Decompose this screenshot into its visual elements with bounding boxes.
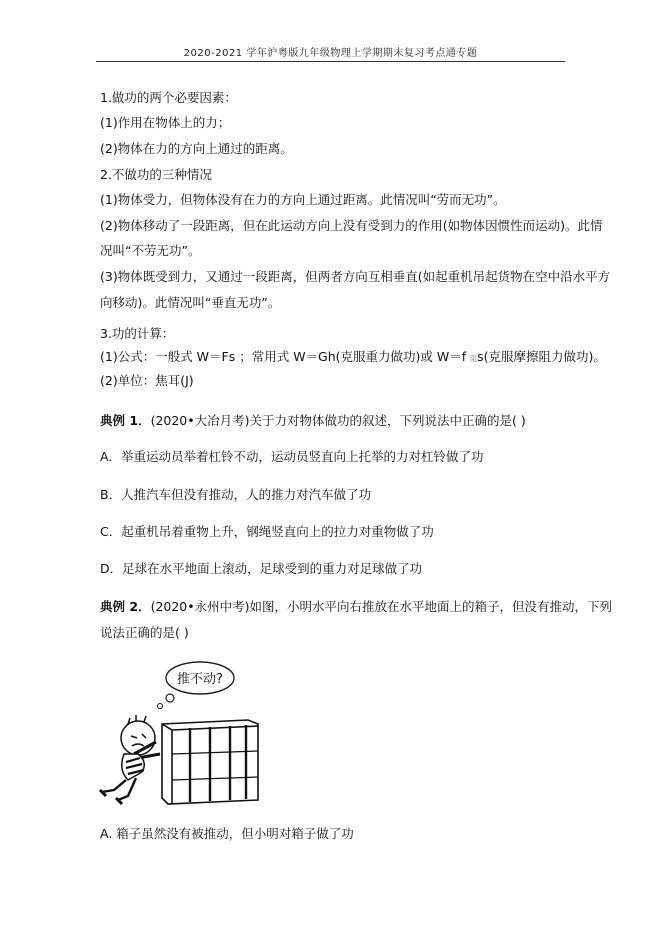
page-header: 2020-2021 学年沪粤版九年级物理上学期期末复习考点通专题 <box>183 48 478 59</box>
section2-line: 况叫“不劳无功”。 <box>100 243 201 258</box>
example-label: 典例 2． <box>100 599 151 614</box>
crate <box>162 720 258 804</box>
boy-pushing-box-illustration <box>98 658 270 810</box>
thought-text: 推不动? <box>177 672 223 687</box>
option-d: D．足球在水平地面上滚动，足球受到的重力对足球做了功 <box>100 561 423 576</box>
example2-question-line2: 说法正确的是( ) <box>100 625 189 640</box>
formula-text: (1)公式：一般式 W＝Fs ；常用式 W＝Gh(克服重力做功)或 W＝f <box>100 349 471 364</box>
section1-item: (2)物体在力的方向上通过的距离。 <box>100 141 293 156</box>
formula-text-end: s(克服摩擦阻力做功)。 <box>477 349 606 364</box>
section1-item: (1)作用在物体上的力； <box>100 115 231 130</box>
example2-option-a: A. 箱子虽然没有被推动，但小明对箱子做了功 <box>100 826 354 841</box>
example2-question-line1 <box>100 597 612 615</box>
section2-line: 向移动)。此情况叫“垂直无功”。 <box>100 295 281 310</box>
section1-heading: 1.做功的两个必要因素： <box>100 90 237 105</box>
formula-subscript: 阻 <box>470 355 478 363</box>
question-text: (2020•永州中考)如图，小明水平向右推放在水平地面上的箱子，但没有推动，下列 <box>150 599 613 614</box>
option-b: B．人推汽车但没有推动，人的推力对汽车做了功 <box>100 487 372 502</box>
section2-line: (3)物体既受到力，又通过一段距离，但两者方向互相垂直(如起重机吊起货物在空中沿水平方 <box>100 269 611 284</box>
thought-dot <box>158 704 163 709</box>
question-text: (2020•大冶月考)关于力对物体做功的叙述，下列说法中正确的是( ) <box>150 413 526 428</box>
section2-heading: 2.不做功的三种情况 <box>100 167 212 182</box>
section2-line: (2)物体移动了一段距离，但在此运动方向上没有受到力的作用(如物体因惯性而运动)。此情 <box>100 218 603 233</box>
section3-heading: 3.功的计算： <box>100 326 175 341</box>
thought-dot <box>166 694 174 702</box>
header-rule <box>96 61 565 62</box>
boy-figure <box>100 715 160 804</box>
unit-line: (2)单位：焦耳(J) <box>100 373 194 388</box>
formula-line <box>100 347 606 365</box>
example-label: 典例 1． <box>100 413 151 428</box>
option-a: A．举重运动员举着杠铃不动，运动员竖直向上托举的力对杠铃做了功 <box>100 449 484 464</box>
option-c: C．起重机吊着重物上升，钢绳竖直向上的拉力对重物做了功 <box>100 524 434 539</box>
example1-question <box>100 411 526 429</box>
section2-line: (1)物体受力，但物体没有在力的方向上通过距离。此情况叫“劳而无功”。 <box>100 192 506 207</box>
